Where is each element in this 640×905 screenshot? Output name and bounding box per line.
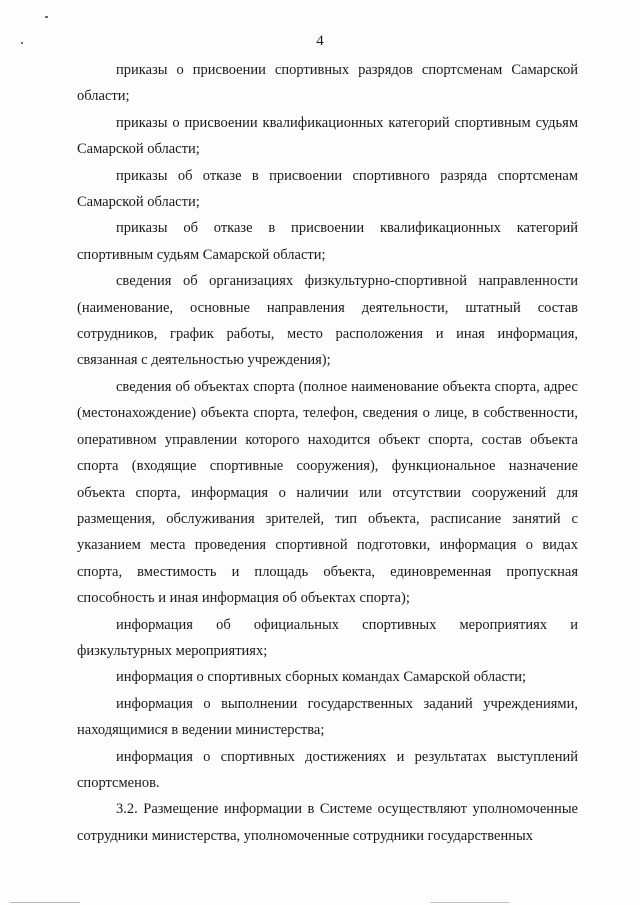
document-body	[77, 57, 578, 849]
page-number: 4	[316, 33, 324, 49]
scan-artifact	[430, 902, 510, 903]
paragraph-rank-refusal-orders: приказы об отказе в присвоении спортивного разряда спортсменам Самарской области;	[77, 167, 578, 211]
scan-artifact	[45, 16, 48, 18]
paragraph-sports-ranks-orders: приказы о присвоении спортивных разрядов спортсменам Самарской области;	[77, 62, 578, 105]
paragraph-category-refusal-orders: приказы об отказе в присвоении квалификационных категорий спортивным судьям Самарской области;	[77, 220, 578, 263]
paragraph-sports-achievements-info: информация о спортивных достижениях и результатах выступлений спортсменов.	[77, 748, 578, 791]
paragraph-state-assignments-info: информация о выполнении государственных заданий учреждениями, находящимися в ведении министерства;	[77, 695, 578, 739]
paragraph-organizations-info: сведения об организациях физкультурно-спортивной направленности (наименование, основные направления деятельности, штатный состав сотрудников, график работы, место расположения и иная информация, связанная с деятельностью учреждения);	[77, 273, 578, 369]
scan-artifact	[10, 902, 80, 903]
paragraph-sports-facilities-info: сведения об объектах спорта (полное наименование объекта спорта, адрес (местонахождение) объекта спорта, телефон, сведения о лице, в собственности, оперативном управлении которого находится объект спорта, состав объекта спорта (входящие спортивные сооружения), функциональное назначение объекта спорта, информация о наличии или отсутствии сооружений для размещения, обслуживания зрителей, тип объекта, расписание занятий с указанием места проведения спортивной подготовки, информация о видах спорта, вместимость и площадь объекта, единовременная пропускная способность и иная информация об объектах спорта);	[77, 378, 578, 607]
paragraph-referee-categories-orders: приказы о присвоении квалификационных категорий спортивным судьям Самарской области;	[77, 114, 578, 158]
paragraph-official-events-info: информация об официальных спортивных мероприятиях и физкультурных мероприятиях;	[77, 616, 578, 659]
paragraph-national-teams-info: информация о спортивных сборных командах Самарской области;	[116, 669, 527, 686]
paragraph-section-3-2: 3.2. Размещение информации в Системе осуществляют уполномоченные сотрудники министерства, уполномоченные сотрудники государственных	[77, 801, 578, 844]
